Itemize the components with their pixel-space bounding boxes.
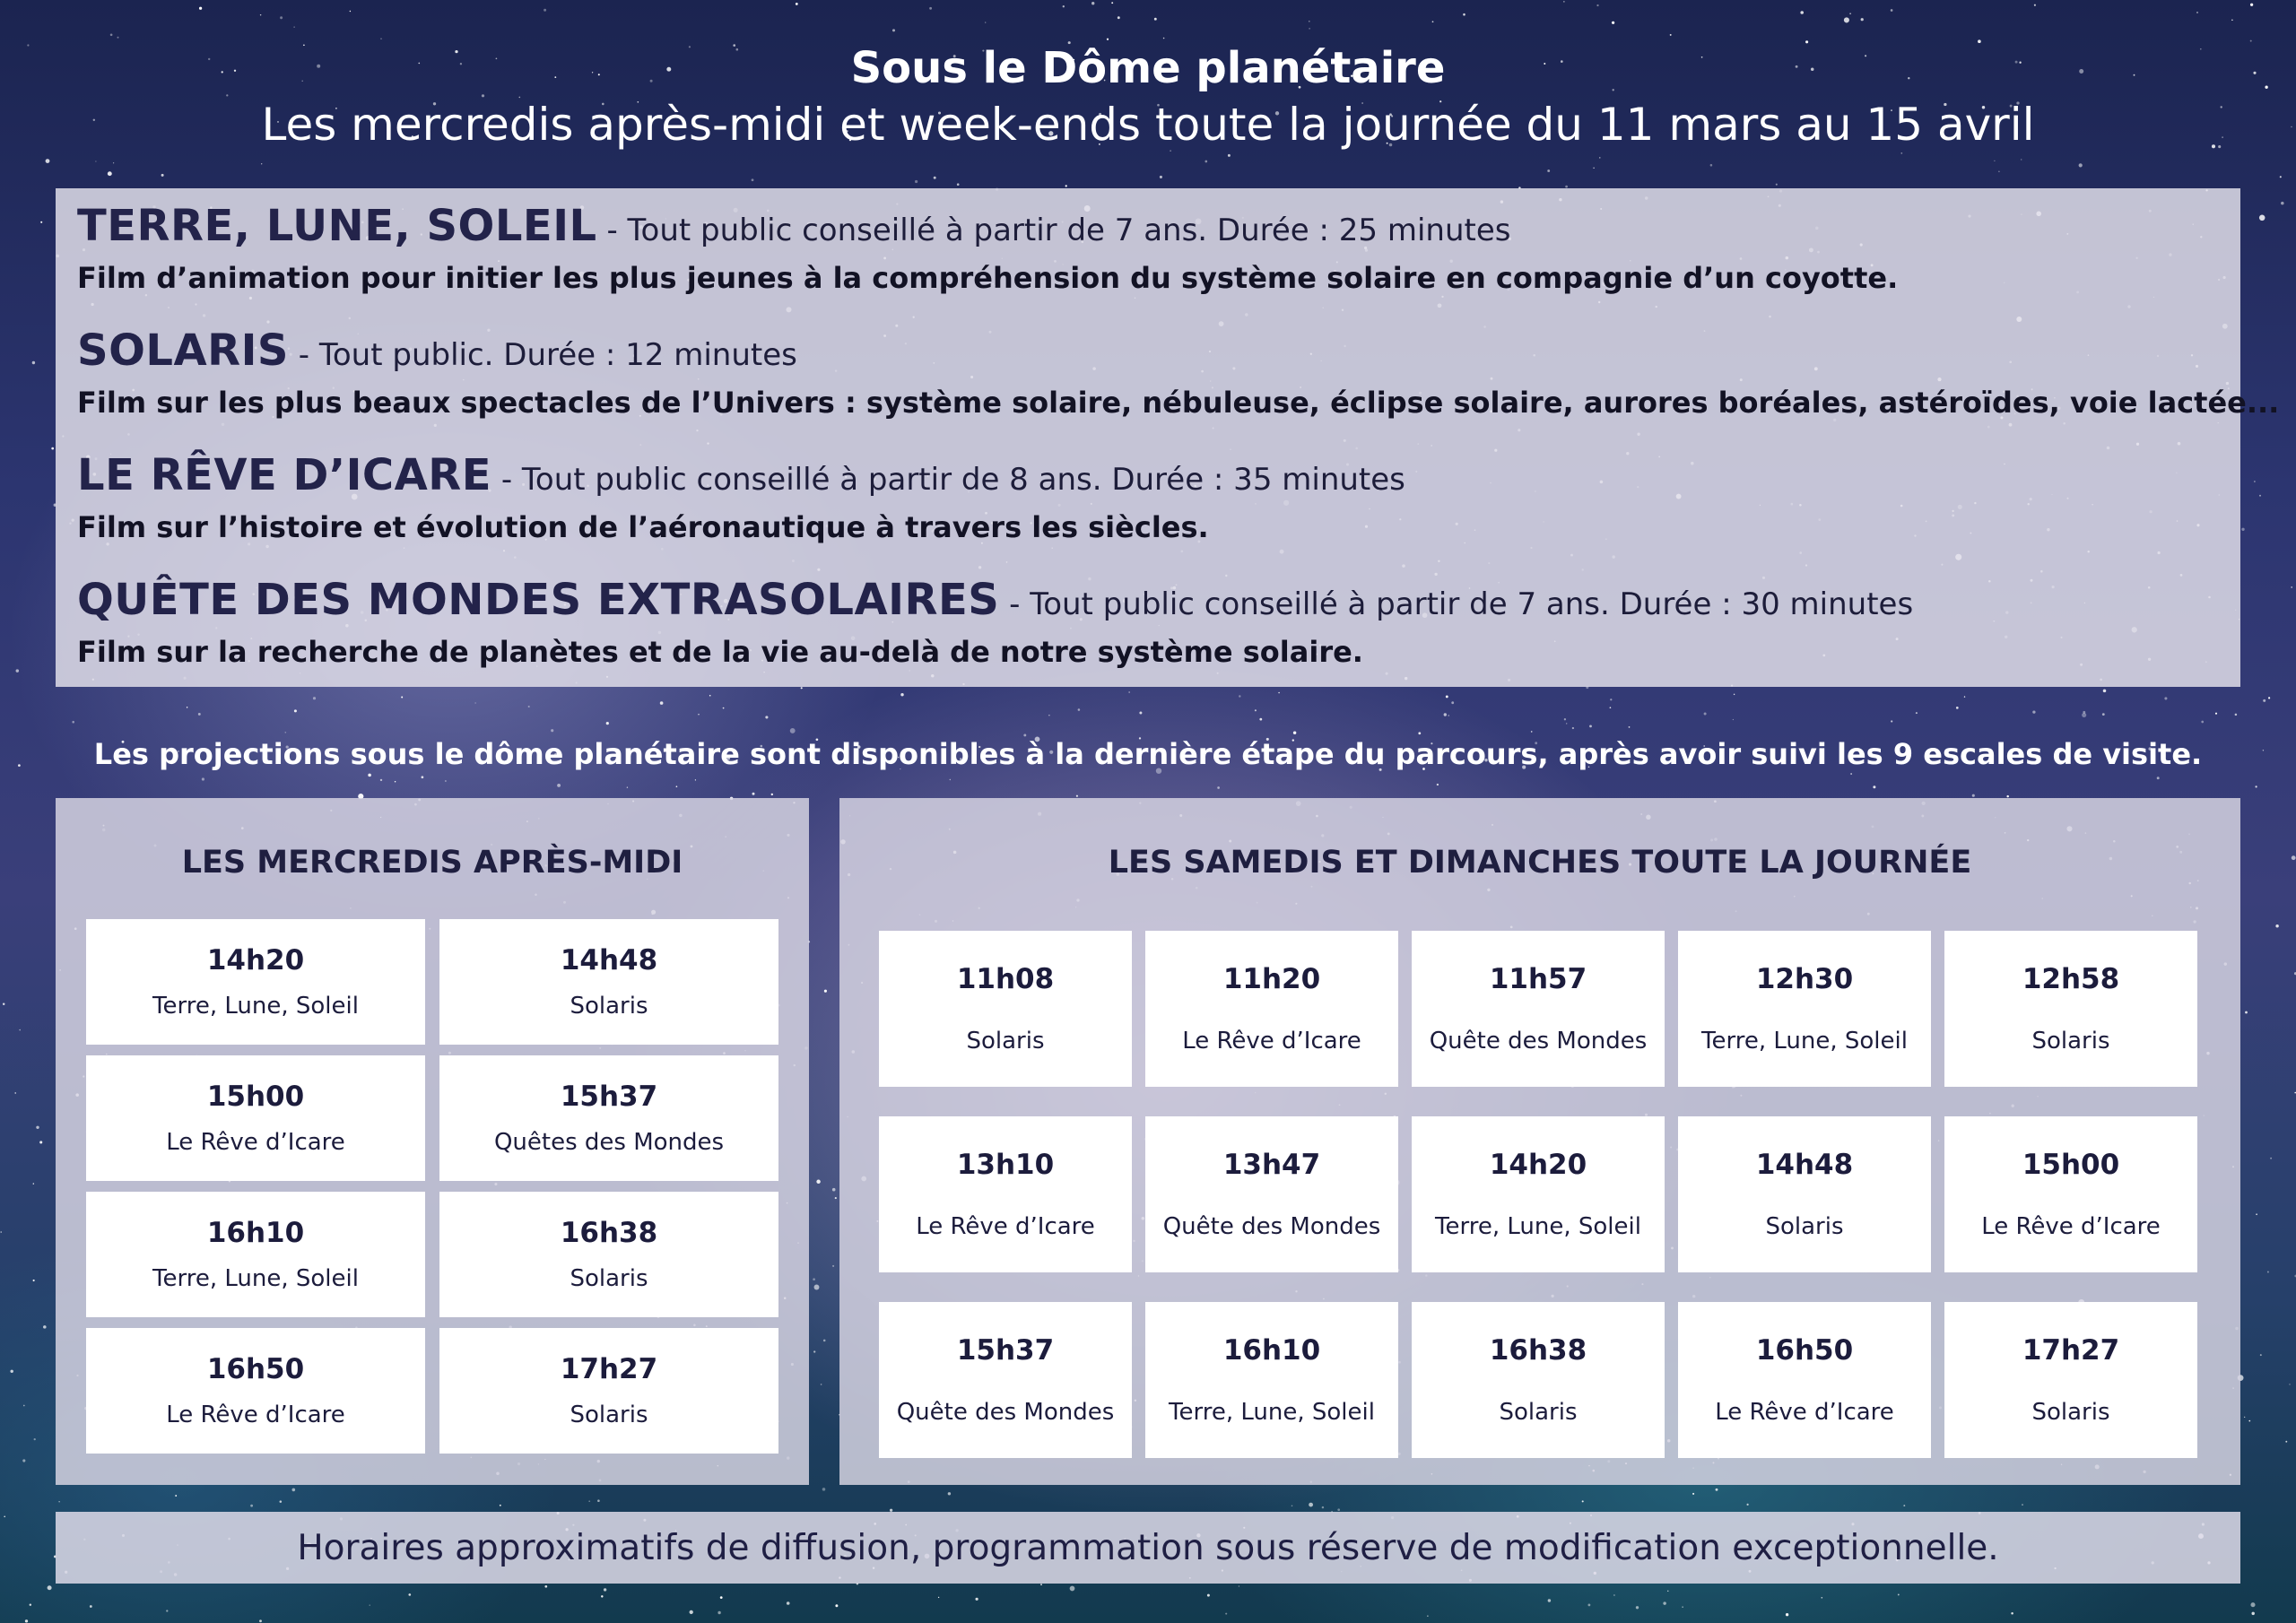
weekend-grid xyxy=(879,931,2197,1458)
slot-film: Quête des Mondes xyxy=(896,1399,1115,1426)
schedule-slot xyxy=(1944,1302,2197,1458)
schedule-slot xyxy=(1412,1302,1665,1458)
slot-film: Solaris xyxy=(2031,1028,2110,1055)
film-title: LE RÊVE D’ICARE xyxy=(77,450,492,500)
schedule-slot xyxy=(879,1116,1132,1272)
schedule-slot xyxy=(439,1192,778,1317)
film-description: Film d’animation pour initier les plus jeunes à la compréhension du système solaire en compagnie d’un coyotte. xyxy=(77,261,1899,295)
schedule-slot xyxy=(439,1328,778,1454)
slot-film: Solaris xyxy=(1499,1399,1578,1426)
film-entry xyxy=(77,573,2219,667)
schedule-slot xyxy=(879,1302,1132,1458)
slot-film: Terre, Lune, Soleil xyxy=(1701,1028,1908,1055)
slot-film: Terre, Lune, Soleil xyxy=(152,993,359,1020)
slot-film: Le Rêve d’Icare xyxy=(916,1213,1095,1240)
film-description: Film sur l’histoire et évolution de l’aéronautique à travers les siècles. xyxy=(77,510,1209,544)
wednesday-heading: LES MERCREDIS APRÈS-MIDI xyxy=(181,845,683,881)
footer-disclaimer: Horaires approximatifs de diffusion, programmation sous réserve de modification exceptionnelle. xyxy=(56,1512,2240,1584)
slot-time: 12h30 xyxy=(1755,963,1854,995)
slot-time: 16h10 xyxy=(1222,1334,1321,1367)
slot-film: Solaris xyxy=(966,1028,1045,1055)
slot-film: Le Rêve d’Icare xyxy=(1715,1399,1894,1426)
schedule-slot xyxy=(1145,1302,1398,1458)
slot-time: 16h50 xyxy=(1755,1334,1854,1367)
slot-time: 15h00 xyxy=(2022,1149,2120,1181)
schedule-slot xyxy=(1145,1116,1398,1272)
film-entry xyxy=(77,199,2219,293)
schedule-slot xyxy=(86,1192,425,1317)
film-entry xyxy=(77,324,2280,420)
schedule-slot xyxy=(1412,1116,1665,1272)
slot-film: Le Rêve d’Icare xyxy=(1981,1213,2161,1240)
slot-film: Quête des Mondes xyxy=(1429,1028,1648,1055)
schedule-slot xyxy=(439,919,778,1045)
film-meta: - Tout public conseillé à partir de 7 ans. Durée : 30 minutes xyxy=(999,586,1914,622)
schedule-slot xyxy=(86,919,425,1045)
slot-film: Terre, Lune, Soleil xyxy=(1169,1399,1375,1426)
slot-time: 14h20 xyxy=(1489,1149,1587,1181)
slot-time: 14h20 xyxy=(206,944,305,976)
slot-time: 14h48 xyxy=(560,944,658,976)
film-meta: - Tout public conseillé à partir de 8 ans. Durée : 35 minutes xyxy=(491,462,1405,498)
slot-film: Solaris xyxy=(570,1402,648,1428)
slot-time: 15h37 xyxy=(956,1334,1055,1367)
slot-time: 15h00 xyxy=(206,1081,305,1113)
slot-time: 16h38 xyxy=(1489,1334,1587,1367)
slot-time: 13h10 xyxy=(956,1149,1055,1181)
slot-time: 11h57 xyxy=(1489,963,1587,995)
page-title: Sous le Dôme planétaire xyxy=(850,43,1446,93)
slot-time: 11h08 xyxy=(956,963,1055,995)
slot-time: 14h48 xyxy=(1755,1149,1854,1181)
slot-film: Terre, Lune, Soleil xyxy=(152,1265,359,1292)
page-subtitle: Les mercredis après-midi et week-ends toute la journée du 11 mars au 15 avril xyxy=(261,99,2035,151)
schedule-slot xyxy=(86,1055,425,1181)
film-title: TERRE, LUNE, SOLEIL xyxy=(77,201,597,251)
slot-film: Solaris xyxy=(570,1265,648,1292)
slot-film: Solaris xyxy=(2031,1399,2110,1426)
slot-film: Le Rêve d’Icare xyxy=(166,1402,345,1428)
schedule-slot xyxy=(1944,931,2197,1087)
slot-film: Solaris xyxy=(1765,1213,1844,1240)
slot-film: Le Rêve d’Icare xyxy=(1182,1028,1361,1055)
access-notice: Les projections sous le dôme planétaire sont disponibles à la dernière étape du parcours, après avoir suivi les 9 escales de visite. xyxy=(93,737,2203,771)
slot-time: 12h58 xyxy=(2022,963,2120,995)
schedule-slot xyxy=(86,1328,425,1454)
weekend-heading: LES SAMEDIS ET DIMANCHES TOUTE LA JOURNÉE xyxy=(1108,845,1972,881)
film-description: Film sur la recherche de planètes et de la vie au-delà de notre système solaire. xyxy=(77,635,1363,669)
slot-time: 16h10 xyxy=(206,1217,305,1249)
films-panel xyxy=(56,188,2280,687)
slot-time: 17h27 xyxy=(2022,1334,2120,1367)
slot-time: 16h50 xyxy=(206,1353,305,1385)
schedule-slot xyxy=(879,931,1132,1087)
film-meta: - Tout public. Durée : 12 minutes xyxy=(289,337,797,373)
slot-time: 15h37 xyxy=(560,1081,658,1113)
schedule-slot xyxy=(1145,931,1398,1087)
slot-film: Quête des Mondes xyxy=(1162,1213,1381,1240)
schedule-slot xyxy=(439,1055,778,1181)
slot-film: Quêtes des Mondes xyxy=(493,1129,725,1156)
slot-time: 11h20 xyxy=(1222,963,1321,995)
film-title: QUÊTE DES MONDES EXTRASOLAIRES xyxy=(77,575,1000,625)
slot-time: 13h47 xyxy=(1222,1149,1321,1181)
wednesday-grid xyxy=(86,919,778,1454)
schedule-slot xyxy=(1678,1116,1931,1272)
schedule-slot xyxy=(1944,1116,2197,1272)
slot-film: Le Rêve d’Icare xyxy=(166,1129,345,1156)
film-entry xyxy=(77,448,2219,542)
slot-time: 17h27 xyxy=(560,1353,658,1385)
slot-film: Solaris xyxy=(570,993,648,1020)
schedule-slot xyxy=(1678,1302,1931,1458)
film-description: Film sur les plus beaux spectacles de l’Univers : système solaire, nébuleuse, éclipse solaire, aurores boréales, astéroïdes, voie lactée... xyxy=(77,386,2280,420)
schedule-slot xyxy=(1412,931,1665,1087)
weekend-schedule-panel xyxy=(839,798,2240,1485)
slot-time: 16h38 xyxy=(560,1217,658,1249)
film-title: SOLARIS xyxy=(77,325,289,376)
schedule-slot xyxy=(1678,931,1931,1087)
film-meta: - Tout public conseillé à partir de 7 ans. Durée : 25 minutes xyxy=(596,213,1511,248)
slot-film: Terre, Lune, Soleil xyxy=(1435,1213,1641,1240)
wednesday-schedule-panel xyxy=(56,798,809,1485)
